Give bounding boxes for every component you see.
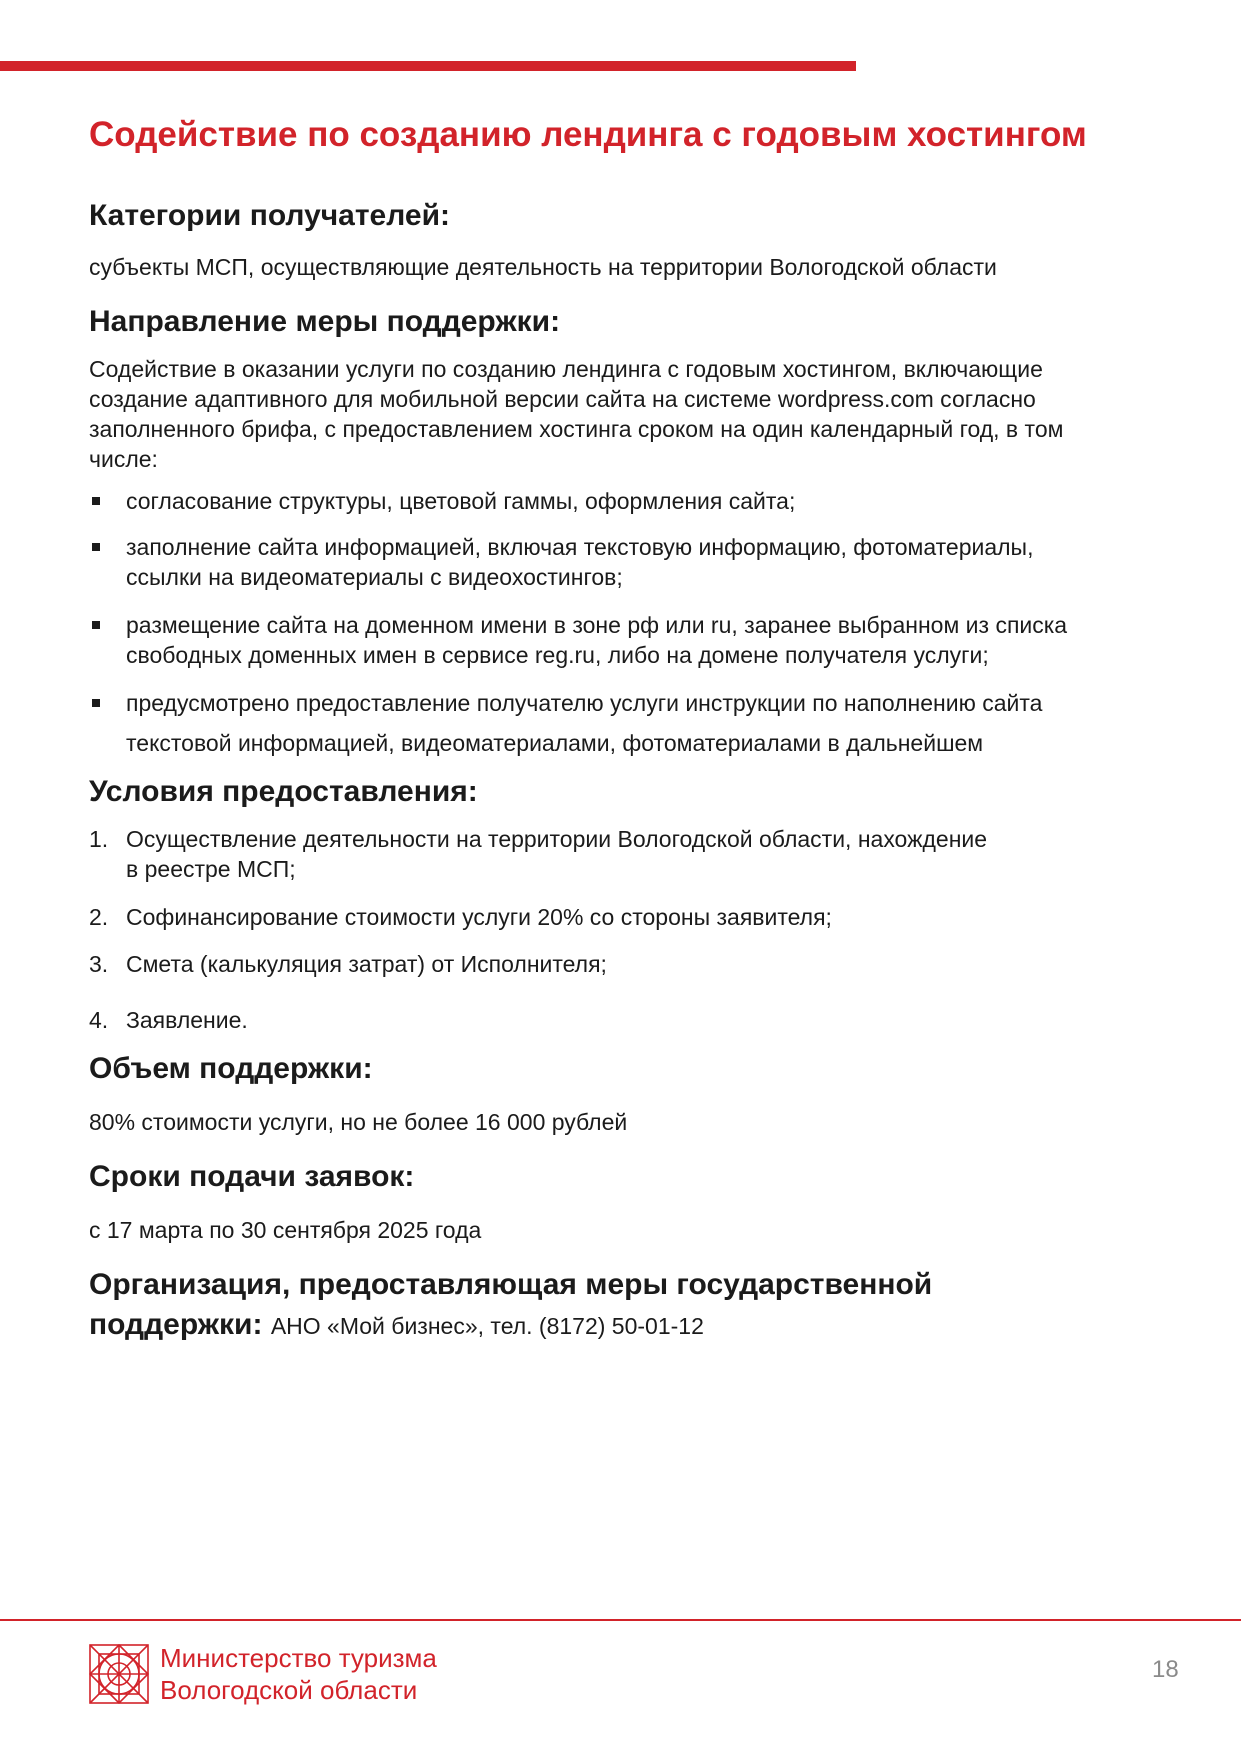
direction-intro-line: заполненного брифа, с предоставлением хостинга сроком на один календарный год, в том bbox=[89, 416, 1064, 442]
list-item-line: предусмотрено предоставление получателю услуги инструкции по наполнению сайта bbox=[126, 690, 1043, 716]
list-item-line: согласование структуры, цветовой гаммы, оформления сайта; bbox=[126, 488, 796, 514]
recipients-text: субъекты МСП, осуществляющие деятельность на территории Вологодской области bbox=[89, 254, 997, 280]
footer-divider bbox=[0, 1619, 1241, 1621]
footer-organization bbox=[160, 1642, 437, 1706]
direction-intro-line: Содействие в оказании услуги по созданию лендинга с годовым хостингом, включающие bbox=[89, 356, 1043, 382]
list-item bbox=[89, 949, 1179, 979]
list-item-number: 2. bbox=[89, 904, 109, 930]
page-title: Содействие по созданию лендинга с годовым хостингом bbox=[89, 115, 1087, 154]
list-item-line: текстовой информацией, видеоматериалами, фотоматериалами в дальнейшем bbox=[126, 730, 984, 756]
square-bullet-icon bbox=[92, 699, 100, 707]
square-bullet-icon bbox=[92, 543, 100, 551]
list-item-number: 3. bbox=[89, 951, 109, 977]
deadlines-heading: Сроки подачи заявок: bbox=[89, 1160, 415, 1193]
direction-intro-line: числе: bbox=[89, 446, 158, 472]
list-item-line: Осуществление деятельности на территории Вологодской области, нахождение bbox=[126, 826, 988, 852]
deadlines-text: с 17 марта по 30 сентября 2025 года bbox=[89, 1217, 482, 1243]
volume-heading: Объем поддержки: bbox=[89, 1052, 373, 1085]
list-item bbox=[89, 532, 1179, 592]
list-item-line: свободных доменных имен в сервисе reg.ru, либо на домене получателя услуги; bbox=[126, 642, 989, 668]
square-bullet-icon bbox=[92, 497, 100, 505]
page-content bbox=[89, 112, 1179, 1346]
list-item bbox=[89, 1005, 1179, 1035]
ornament-logo-icon bbox=[89, 1644, 149, 1704]
conditions-heading: Условия предоставления: bbox=[89, 775, 478, 808]
list-item-line: Смета (калькуляция затрат) от Исполнителя; bbox=[126, 951, 607, 977]
organization-heading-tail: поддержки: bbox=[89, 1308, 263, 1341]
conditions-list bbox=[89, 824, 1179, 1035]
direction-heading: Направление меры поддержки: bbox=[89, 305, 561, 338]
page-number: 18 bbox=[1152, 1656, 1179, 1683]
list-item-number: 4. bbox=[89, 1007, 109, 1033]
list-item bbox=[89, 824, 1179, 884]
direction-intro bbox=[89, 354, 1179, 474]
organization-value: АНО «Мой бизнес», тел. (8172) 50-01-12 bbox=[270, 1313, 704, 1339]
list-item-line: ссылки на видеоматериалы с видеохостингов; bbox=[126, 564, 623, 590]
organization-block bbox=[89, 1265, 1179, 1346]
list-item-number: 1. bbox=[89, 826, 109, 852]
list-item-line: заполнение сайта информацией, включая текстовую информацию, фотоматериалы, bbox=[126, 534, 1034, 560]
volume-text: 80% стоимости услуги, но не более 16 000 рублей bbox=[89, 1109, 628, 1135]
footer-org-line: Вологодской области bbox=[160, 1675, 418, 1705]
organization-heading: Организация, предоставляющая меры государственной bbox=[89, 1268, 933, 1301]
direction-bullet-list bbox=[89, 486, 1179, 758]
top-accent-bar bbox=[0, 61, 856, 71]
list-item bbox=[89, 486, 1179, 516]
footer-org-line: Министерство туризма bbox=[160, 1643, 437, 1673]
list-item-line: Софинансирование стоимости услуги 20% со стороны заявителя; bbox=[126, 904, 832, 930]
list-item bbox=[89, 610, 1179, 670]
list-item-line: Заявление. bbox=[126, 1007, 248, 1033]
organization-heading-cont bbox=[89, 1305, 1179, 1346]
list-item-line: в реестре МСП; bbox=[126, 856, 296, 882]
direction-intro-line: создание адаптивного для мобильной версии сайта на системе wordpress.com согласно bbox=[89, 386, 1036, 412]
list-item-line: размещение сайта на доменном имени в зоне рф или ru, заранее выбранном из списка bbox=[126, 612, 1068, 638]
square-bullet-icon bbox=[92, 621, 100, 629]
recipients-heading: Категории получателей: bbox=[89, 199, 451, 232]
list-item bbox=[89, 902, 1179, 932]
list-item bbox=[89, 688, 1179, 758]
